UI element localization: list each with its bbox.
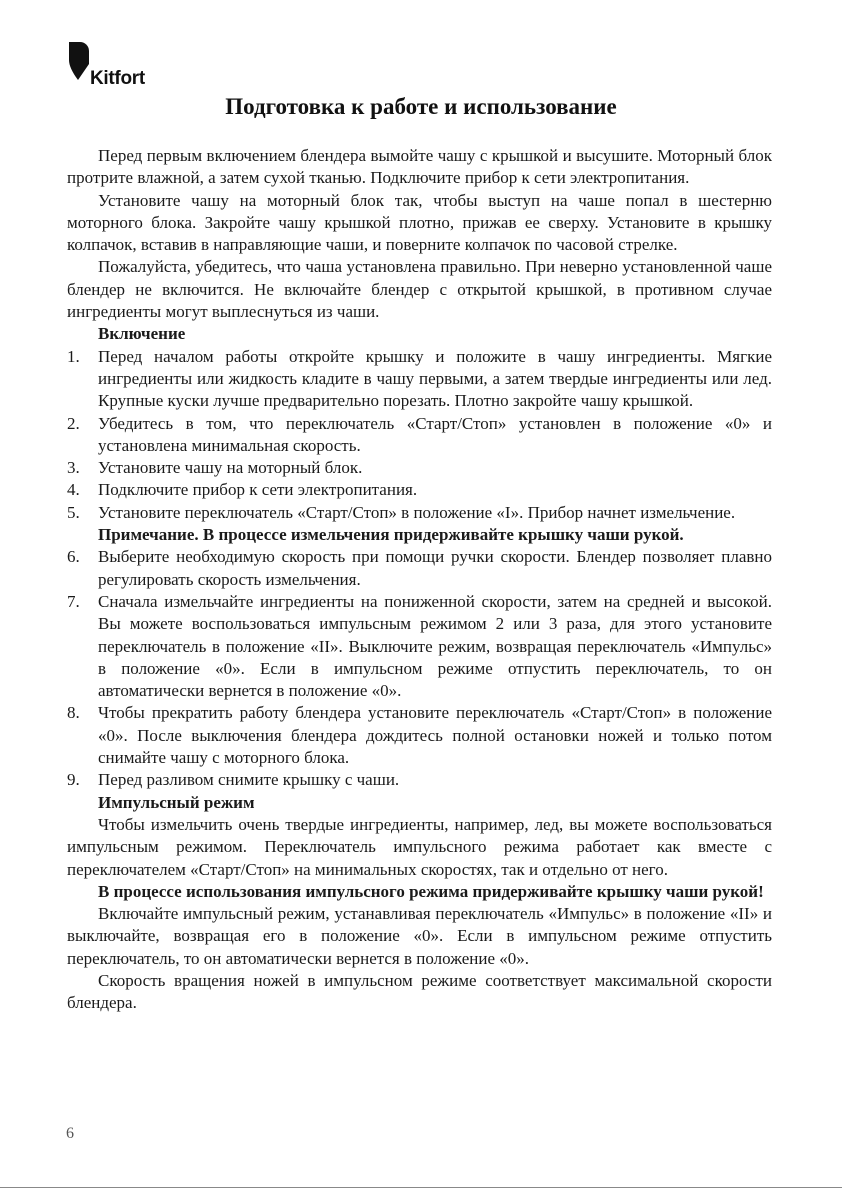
note-text: Примечание. В процессе измельчения придерживайте крышку чаши рукой. [98,525,684,545]
step-text: Подключите прибор к сети электропитания. [98,480,418,500]
list-item [67,457,772,479]
step-number: 4. [67,480,80,500]
intro-paragraph-2: Установите чашу на моторный блок так, чтобы выступ на чаше попал в шестерню моторного блока. Закройте чашу крышкой плотно, прижав ее сверху. Установите в крышку колпачок, вставив в направляющие чаши, и поверните колпачок по часовой стрелке. [67,190,772,255]
step-number: 5. [67,502,80,522]
pulse-paragraph-2: Включайте импульсный режим, устанавливая переключатель «Импульс» в положение «II» и выключайте, возвращая его в положение «0». Если в импульсном режиме отпустить переключатель, то он автоматически вернется в положение «0». [67,904,772,968]
step-number: 7. [67,591,80,611]
step-number: 8. [67,703,80,723]
section-heading-pulse: Импульсный режим [98,792,255,812]
brand-logo [69,42,179,92]
document-body [67,145,772,1015]
page-number: 6 [66,1125,74,1142]
list-item [67,702,772,769]
step-text: Установите переключатель «Старт/Стоп» в положение «I». Прибор начнет измельчение. [98,502,736,522]
brand-name: Kitfort [90,68,145,89]
step-text: Сначала измельчайте ингредиенты на пониженной скорости, затем на средней и высокой. Вы можете воспользоваться импульсным режимом 2 или 3 раза, для этого установите переключатель в положение «II». Выключите режим, возвращая переключатель «Импульс» в положение «0». Если в импульсном режиме отпустить переключатель, то он автоматически вернется в положение «0». [98,591,772,701]
step-text: Чтобы прекратить работу блендера установите переключатель «Старт/Стоп» в положение «0». После выключения блендера дождитесь полной остановки ножей и только потом снимайте чашу с моторного блока. [98,703,772,768]
page-title: Подготовка к работе и использование [225,94,617,119]
step-text: Убедитесь в том, что переключатель «Старт/Стоп» установлен в положение «0» и установлена минимальная скорость. [98,413,772,455]
kitfort-logo-icon [69,42,89,82]
list-item [67,479,772,501]
steps-list-b [67,546,772,791]
list-item [67,591,772,702]
steps-list-a [67,346,772,524]
step-number: 9. [67,770,80,790]
pulse-paragraph-3: Скорость вращения ножей в импульсном режиме соответствует максимальной скорости блендера. [67,970,772,1013]
intro-paragraph-3: Пожалуйста, убедитесь, что чаша установлена правильно. При неверно установленной чаше блендер не включится. Не включайте блендер с открытой крышкой, в противном случае ингредиенты могут выплеснуться из чаши. [67,257,772,322]
list-item [67,546,772,591]
list-item [67,502,772,524]
step-text: Перед разливом снимите крышку с чаши. [98,770,400,790]
list-item [67,769,772,791]
step-text: Выберите необходимую скорость при помощи ручки скорости. Блендер позволяет плавно регулировать скорость измельчения. [98,547,772,589]
step-number: 2. [67,413,80,433]
step-text: Перед началом работы откройте крышку и положите в чашу ингредиенты. Мягкие ингредиенты или жидкость кладите в чашу первыми, а затем твердые ингредиенты или лед. Крупные куски лучше предварительно порезать. Плотно закройте чашу крышкой. [98,346,772,411]
step-number: 3. [67,458,80,478]
pulse-warning: В процессе использования импульсного режима придерживайте крышку чаши рукой! [98,881,764,901]
step-number: 6. [67,547,80,567]
page-bottom-rule [0,1187,842,1188]
pulse-paragraph-1: Чтобы измельчить очень твердые ингредиенты, например, лед, вы можете воспользоваться импульсным режимом. Переключатель импульсного режима работает как вместе с переключателем «Старт/Стоп» на минимальных скоростях, так и отдельно от него. [67,814,772,879]
list-item [67,346,772,413]
step-text: Установите чашу на моторный блок. [98,458,363,478]
intro-paragraph-1: Перед первым включением блендера вымойте чашу с крышкой и высушите. Моторный блок протрите влажной, а затем сухой тканью. Подключите прибор к сети электропитания. [67,146,772,188]
step-number: 1. [67,346,80,366]
list-item [67,413,772,458]
section-heading-switch-on: Включение [98,324,186,344]
